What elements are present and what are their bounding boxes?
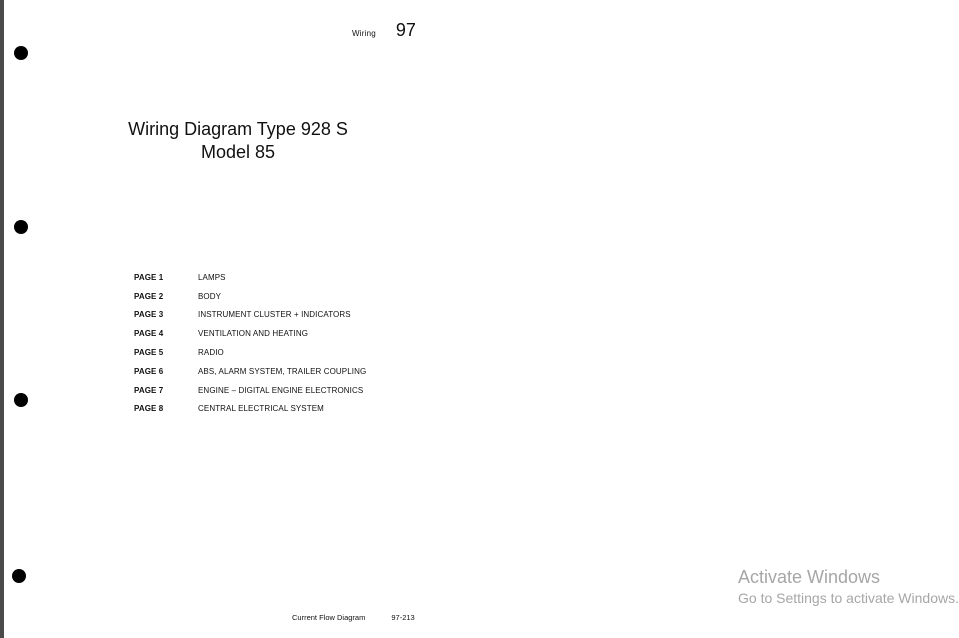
table-of-contents [134, 268, 366, 418]
toc-topic: CENTRAL ELECTRICAL SYSTEM [198, 404, 324, 414]
footer-page-number: 97-213 [391, 613, 415, 622]
toc-topic: BODY [198, 291, 222, 301]
toc-topic: ENGINE – DIGITAL ENGINE ELECTRONICS [198, 385, 364, 395]
toc-topic: LAMPS [198, 272, 226, 282]
watermark-title: Activate Windows [738, 567, 881, 587]
toc-row [134, 400, 366, 419]
activate-windows-watermark [738, 566, 959, 608]
document-title [128, 118, 348, 164]
title-line-2: Model 85 [200, 142, 276, 162]
punch-hole [14, 220, 28, 234]
toc-page-label: PAGE 5 [134, 348, 164, 358]
toc-page-label: PAGE 2 [134, 291, 164, 301]
toc-topic: RADIO [198, 348, 224, 358]
toc-page-label: PAGE 7 [134, 385, 164, 395]
punch-hole [14, 46, 28, 60]
punch-hole [12, 569, 26, 583]
toc-row [134, 343, 366, 362]
toc-page-label: PAGE 6 [134, 366, 164, 376]
page-footer [292, 613, 415, 622]
section-number: 97 [395, 20, 416, 40]
toc-row [134, 268, 366, 287]
section-label: Wiring [352, 29, 376, 38]
toc-row [134, 324, 366, 343]
watermark-subtitle: Go to Settings to activate Windows. [738, 590, 959, 606]
toc-topic: VENTILATION AND HEATING [198, 329, 309, 339]
toc-row [134, 362, 366, 381]
title-line-1: Wiring Diagram Type 928 S [128, 119, 348, 139]
toc-page-label: PAGE 4 [134, 329, 164, 339]
page-left-edge [0, 0, 4, 638]
toc-row [134, 381, 366, 400]
toc-topic: INSTRUMENT CLUSTER + INDICATORS [198, 310, 351, 320]
toc-row [134, 287, 366, 306]
punch-hole [14, 393, 28, 407]
toc-row [134, 306, 366, 325]
toc-page-label: PAGE 3 [134, 310, 164, 320]
footer-label: Current Flow Diagram [292, 613, 366, 622]
page-header [352, 20, 416, 41]
toc-page-label: PAGE 1 [134, 272, 164, 282]
toc-page-label: PAGE 8 [134, 404, 164, 414]
toc-topic: ABS, ALARM SYSTEM, TRAILER COUPLING [198, 366, 367, 376]
